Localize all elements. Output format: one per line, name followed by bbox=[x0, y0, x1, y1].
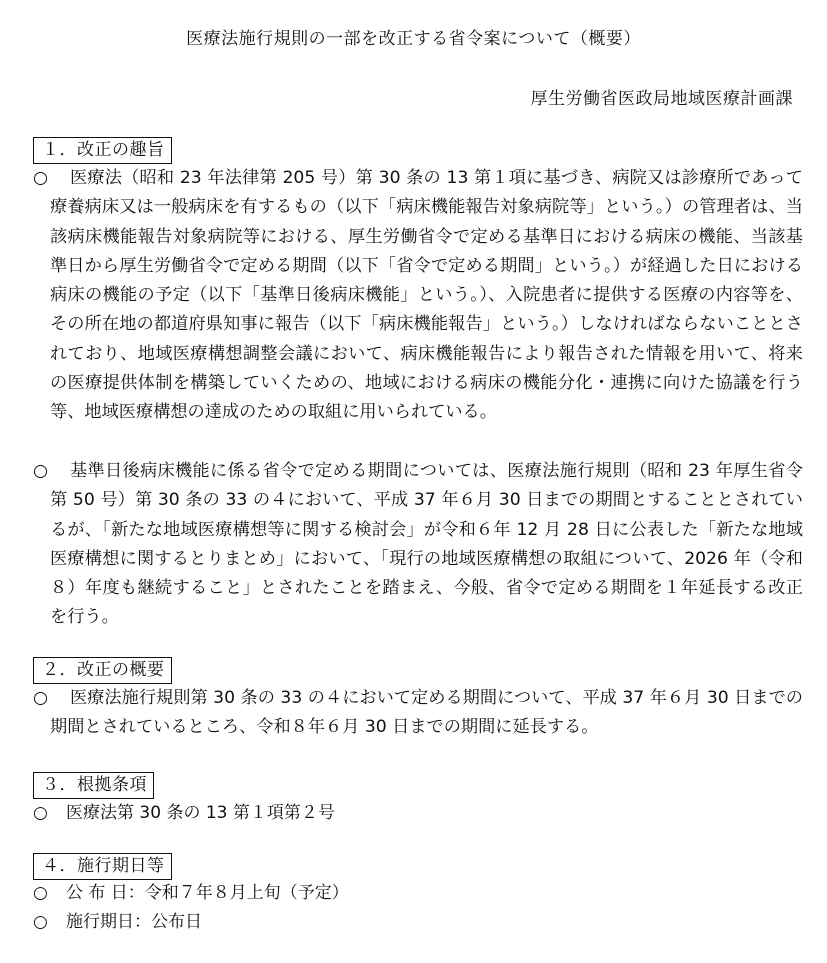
section-heading-effective-date: ４．施行期日等 bbox=[33, 853, 172, 880]
document-title: 医療法施行規則の一部を改正する省令案について（概要） bbox=[186, 29, 641, 49]
section-heading-overview: ２．改正の概要 bbox=[33, 657, 172, 684]
effective-date-text: 施行期日：公布日 bbox=[66, 912, 202, 932]
overview-bullet-1 bbox=[33, 684, 803, 743]
bullet-circle-icon: ○ bbox=[33, 461, 48, 481]
purpose-bullet-1-text: 医療法（昭和 23 年法律第 205 号）第 30 条の 13 第１項に基づき、病院又は診療所であって療養病床又は一般病床を有するもの（以下「病床機能報告対象病院等」という。）の管理者は、当該病床機能報告対象病院等における、厚生労働省令で定める基準日における病床の機能、当該基準日から厚生労働省令で定める期間（以下「省令で定める期間」という。）が経過した日における病床の機能の予定（以下「基準日後病床機能」という。）、入院患者に提供する医療の内容等を、その所在地の都道府県知事に報告（以下「病床機能報告」という。）しなければならないこととされており、地域医療構想調整会議において、病床機能報告により報告された情報を用いて、将来の医療提供体制を構築していくための、地域における病床の機能分化・連携に向けた協議を行う等、地域医療構想の達成のための取組に用いられている。 bbox=[50, 168, 803, 423]
purpose-bullet-1 bbox=[33, 164, 803, 428]
bullet-circle-icon: ○ bbox=[33, 688, 48, 708]
overview-bullet-1-text: 医療法施行規則第 30 条の 33 の４において定める期間について、平成 37 年６月 30 日までの期間とされているところ、令和８年６月 30 日までの期間に延長する。 bbox=[50, 688, 803, 738]
bullet-circle-icon: ○ bbox=[33, 168, 48, 188]
purpose-bullet-2 bbox=[33, 457, 803, 633]
purpose-bullet-2-text: 基準日後病床機能に係る省令で定める期間については、医療法施行規則（昭和 23 年厚生省令第 50 号）第 30 条の 33 の４において、平成 37 年６月 30 日までの期間とすることとされているが、「新たな地域医療構想等に関する検討会」が令和６年 12 月 28 日に公表した「新たな地域医療構想に関するとりまとめ」において、「現行の地域医療構想の取組について、2026 年（令和８）年度も継続すること」とされたことを踏まえ、今般、省令で定める期間を１年延長する改正を行う。 bbox=[50, 461, 803, 628]
section-heading-legal-basis: ３．根拠条項 bbox=[33, 772, 154, 799]
bullet-circle-icon: ○ bbox=[33, 883, 48, 903]
promulgation-date-text: 公 布 日：令和７年８月上旬（予定） bbox=[66, 883, 349, 903]
issuing-organization: 厚生労働省医政局地域医療計画課 bbox=[530, 89, 793, 109]
promulgation-date-item bbox=[33, 881, 349, 905]
legal-basis-item bbox=[33, 801, 335, 825]
legal-basis-text: 医療法第 30 条の 13 第１項第２号 bbox=[66, 803, 335, 823]
bullet-circle-icon: ○ bbox=[33, 803, 48, 823]
bullet-circle-icon: ○ bbox=[33, 912, 48, 932]
section-heading-purpose: １．改正の趣旨 bbox=[33, 137, 172, 164]
effective-date-item bbox=[33, 910, 202, 934]
